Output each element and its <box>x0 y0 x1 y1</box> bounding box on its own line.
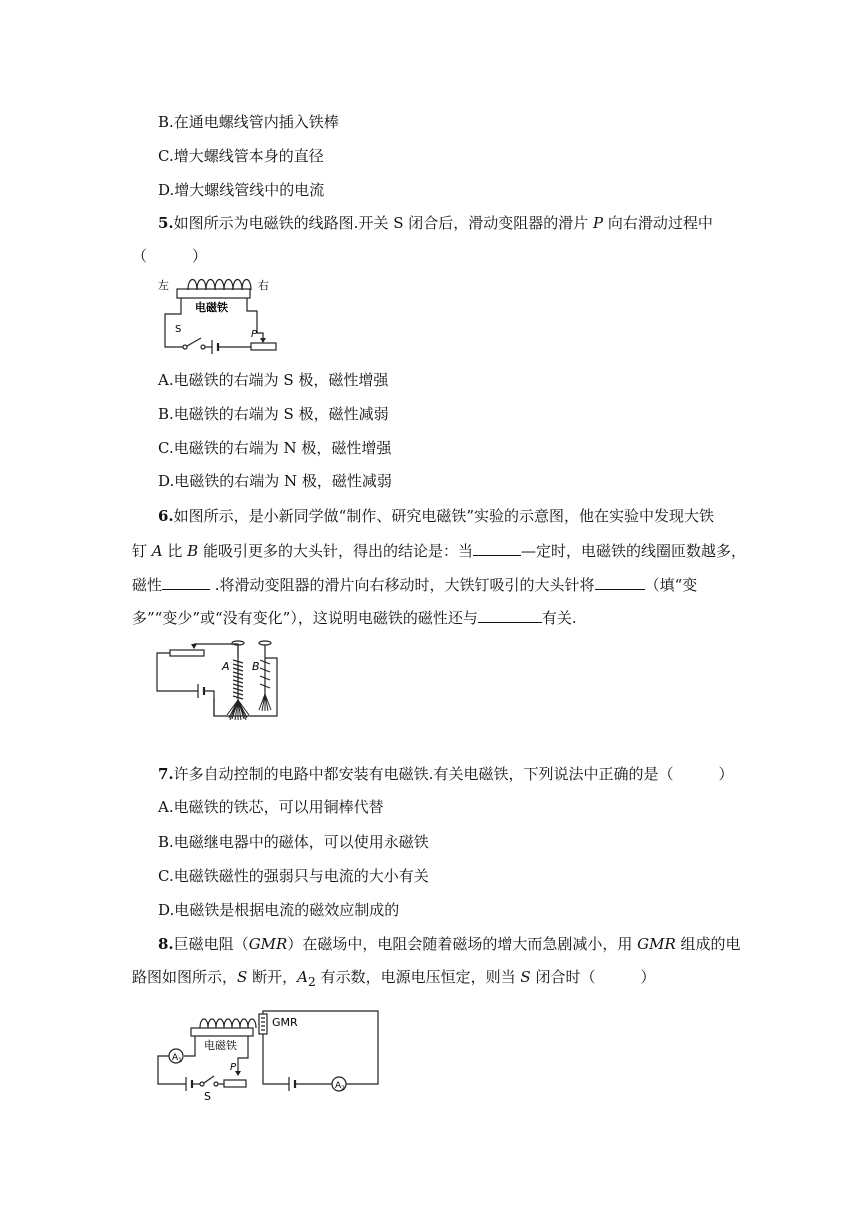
q6-stem-line1 <box>158 506 714 526</box>
q5-stem-text-2: 向右滑动过程中 <box>603 214 713 232</box>
q7-option-b: B.电磁继电器中的磁体，可以使用永磁铁 <box>158 833 429 851</box>
q5-option-d: D.电磁铁的右端为 N 极，磁性减弱 <box>158 472 392 490</box>
q8-text-1c: 组成的电 <box>675 935 741 953</box>
q6-text-4a: 多”“变少”或“没有变化”），这说明电磁铁的磁性还与 <box>132 609 478 627</box>
q8-var-gmr: GMR <box>248 935 288 953</box>
q7-option-d: D.电磁铁是根据电流的磁效应制成的 <box>158 901 400 919</box>
q6-electromagnet-figure <box>152 634 292 724</box>
q6-stem-line4 <box>132 608 577 628</box>
q8-text-1a: 巨磁电阻（ <box>173 935 249 953</box>
q8-text-2d: 闭合时（ ） <box>530 968 656 986</box>
q6-text-3c: （填“变 <box>644 576 698 594</box>
q6-text-2c: 能吸引更多的大头针，得出的结论是：当 <box>198 542 473 560</box>
q7-stem <box>158 764 733 784</box>
q8-var-a: A <box>297 968 308 986</box>
q5-fig-slider-label: P <box>251 329 258 340</box>
q5-option-b: B.电磁铁的右端为 S 极，磁性减弱 <box>158 405 389 423</box>
q8-var-s-2: S <box>520 968 531 986</box>
q5-fig-core-label: 电磁铁 <box>195 301 228 314</box>
q4-option-d: D.增大螺线管线中的电流 <box>158 181 325 199</box>
q5-fig-switch-label: S <box>175 324 182 335</box>
q6-text-2a: 钉 <box>132 542 152 560</box>
q7-option-a: A.电磁铁的铁芯，可以用铜棒代替 <box>158 798 384 816</box>
q7-option-c: C.电磁铁磁性的强弱只与电流的大小有关 <box>158 867 429 885</box>
q6-blank-1[interactable] <box>473 541 521 556</box>
q8-stem-line2 <box>132 967 655 992</box>
q8-text-2b: 断开， <box>247 968 298 986</box>
q5-answer-bracket: （ ） <box>132 247 208 265</box>
q5-option-c: C.电磁铁的右端为 N 极，磁性增强 <box>158 439 392 457</box>
q8-fig-core-label: 电磁铁 <box>204 1039 237 1052</box>
q6-var-a: A <box>151 542 163 560</box>
q5-circuit-figure <box>155 268 280 358</box>
q6-number: 6. <box>158 507 174 525</box>
q7-stem-text: 许多自动控制的电路中都安装有电磁铁.有关电磁铁，下列说法中正确的是（ ） <box>173 765 734 783</box>
q8-text-2a: 路图如图所示， <box>132 968 238 986</box>
q6-blank-3[interactable] <box>595 575 645 590</box>
q7-number: 7. <box>158 765 174 783</box>
q5-fig-left-label: 左 <box>158 279 169 292</box>
q8-fig-ammeter-a1: $A_1$ <box>172 1053 182 1064</box>
q6-blank-4[interactable] <box>478 608 542 623</box>
q5-stem-text: 如图所示为电磁铁的线路图.开关 S 闭合后，滑动变阻器的滑片 <box>173 214 594 232</box>
q6-text-3a: 磁性 <box>132 576 163 594</box>
q4-option-b: B.在通电螺线管内插入铁棒 <box>158 113 339 131</box>
q6-blank-2[interactable] <box>162 575 210 590</box>
q8-fig-ammeter-a2: $A_2$ <box>335 1081 345 1092</box>
q6-fig-label-a: A <box>222 660 230 673</box>
q6-text-1: 如图所示，是小新同学做“制作、研究电磁铁”实验的示意图，他在实验中发现大铁 <box>173 507 715 525</box>
q5-number: 5. <box>158 214 174 232</box>
q5-var-p: P <box>593 214 604 232</box>
q6-text-4b: 有关. <box>541 609 577 627</box>
q5-option-a: A.电磁铁的右端为 S 极，磁性增强 <box>158 371 389 389</box>
q8-text-1b: ）在磁场中，电阻会随着磁场的增大而急剧减小，用 <box>287 935 638 953</box>
q6-text-2b: 比 <box>162 542 188 560</box>
q8-var-gmr-2: GMR <box>637 935 676 953</box>
q6-stem-line3 <box>132 575 697 595</box>
q8-fig-switch-label: S <box>204 1090 211 1100</box>
q8-var-a-sub: 2 <box>307 974 316 989</box>
q6-text-2d: —定时，电磁铁的线圈匝数越多， <box>520 542 746 560</box>
q6-stem-line2 <box>132 541 746 561</box>
q5-fig-right-label: 右 <box>258 279 269 292</box>
q6-text-3b: .将滑动变阻器的滑片向右移动时，大铁钉吸引的大头针将 <box>210 576 595 594</box>
q8-text-2c: 有示数，电源电压恒定，则当 <box>315 968 521 986</box>
q8-fig-gmr-label: GMR <box>272 1016 298 1029</box>
q8-fig-slider-label: P <box>230 1062 237 1073</box>
q5-stem <box>158 213 713 233</box>
q6-fig-label-b: B <box>252 660 260 673</box>
q4-option-c: C.增大螺线管本身的直径 <box>158 147 324 165</box>
q8-stem-line1 <box>158 934 741 954</box>
q8-var-s: S <box>237 968 248 986</box>
q6-var-b: B <box>187 542 199 560</box>
q8-number: 8. <box>158 935 174 953</box>
q8-gmr-circuit-figure <box>150 1010 385 1100</box>
